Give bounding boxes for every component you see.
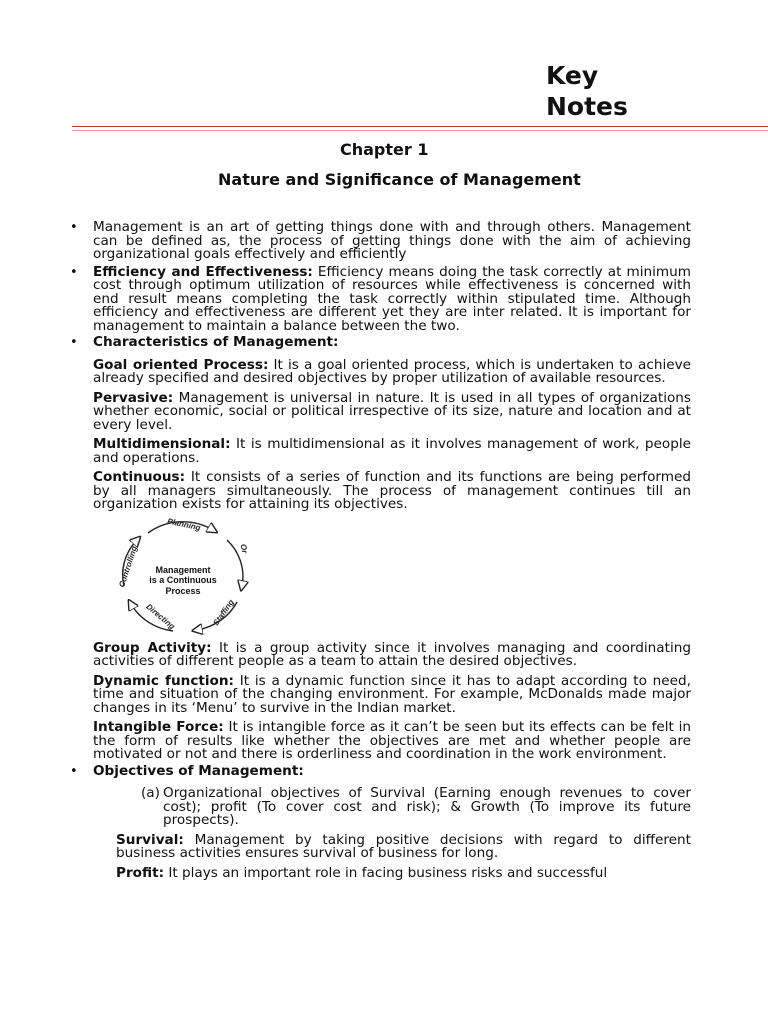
diagram-line: Management [155, 564, 211, 575]
objective-number: (a) [141, 785, 160, 801]
bullet-dot: • [70, 335, 78, 350]
characteristic-item [70, 356, 691, 386]
characteristic-text: Management is universal in nature. It is used in all types of organizations whether economic, social or political irrespective of its size, nature and location and at every level. [93, 389, 691, 433]
bullet-dot: • [70, 264, 78, 280]
bullet-dot: • [70, 763, 78, 779]
characteristic-label: Continuous: [93, 469, 186, 485]
chapter-title: Nature and Significance of Management [218, 170, 581, 189]
chapter-heading: Chapter 1 [340, 140, 429, 159]
definition-text: Management is an art of getting things done with and through others. Management can be defined as, the process of getting things done with the aim of achieving organizational goals effectively and efficiently [93, 219, 691, 262]
characteristic-label: Multidimensional: [93, 436, 231, 452]
characteristic-text: It is a goal oriented process, which is undertaken to achieve already specified and desired objectives by proper utilization of available resources. [93, 356, 691, 386]
characteristic-label: Intangible Force: [93, 719, 224, 735]
characteristic-label: Group Activity: [93, 639, 212, 656]
arc-label-planning: Planning [166, 516, 202, 532]
profit-label: Profit: [116, 864, 165, 881]
survival-label: Survival: [116, 831, 184, 848]
key-notes-heading [546, 60, 628, 122]
key-notes-line2: Notes [546, 92, 628, 121]
arc-label-directing: Directing [144, 601, 177, 631]
bullet-efficiency [70, 263, 691, 334]
characteristic-item [70, 438, 691, 465]
header-rule [72, 126, 768, 127]
arc-label-controlling: Controlling [117, 544, 139, 588]
characteristic-text: It is a dynamic function since it has to adapt according to need, time and situation of the changing environment. For example, McDonalds made major changes in its ‘Menu’ to survive in the Indian market. [93, 672, 691, 716]
bullet-objectives [70, 762, 691, 779]
diagram-center-text [115, 565, 251, 597]
objective-profit [70, 864, 691, 881]
bullet-definition [70, 221, 691, 262]
characteristic-item [70, 672, 691, 716]
diagram-line: Process [165, 585, 201, 596]
notes-body [70, 221, 691, 880]
objectives-label: Objectives of Management: [93, 762, 304, 779]
arc-label-staffing: Staffing [211, 597, 236, 627]
objective-text: Organizational objectives of Survival (Earning enough revenues to cover cost); profit (To cover cost and risk); & Growth (To improve its future prospects). [163, 785, 691, 828]
characteristic-text: It is multidimensional as it involves management of work, people and operations. [93, 436, 691, 466]
characteristics-label: Characteristics of Management: [93, 334, 339, 350]
characteristic-item [70, 721, 691, 762]
bullet-dot: • [70, 220, 78, 235]
key-notes-line1: Key [546, 61, 599, 90]
characteristic-item [70, 471, 691, 512]
bullet-characteristics [70, 336, 691, 350]
objective-item-a [70, 787, 691, 828]
characteristic-label: Dynamic function: [93, 672, 234, 689]
arc-label-organising: Or [238, 542, 250, 554]
characteristic-item [70, 389, 691, 433]
characteristic-item [70, 639, 691, 669]
continuous-process-diagram [115, 516, 251, 636]
characteristic-text: It is intangible force as it can’t be seen but its effects can be felt in the form of results like whether the objectives are met and whether people are motivated or not and there is orderliness and coordination in the work environment. [93, 719, 691, 762]
characteristic-label: Goal oriented Process: [93, 356, 269, 373]
diagram-line: is a Continuous [149, 575, 217, 585]
efficiency-label: Efficiency and Effectiveness: [93, 263, 313, 280]
objective-survival [70, 831, 691, 861]
profit-text: It plays an important role in facing business risks and successful [164, 864, 608, 881]
characteristic-text: It consists of a series of function and its functions are being performed by all managers simultaneously. The process of management continues till an organization exists for attaining its objectives. [93, 469, 691, 512]
characteristic-text: It is a group activity since it involves managing and coordinating activities of different people as a team to attain the desired objectives. [93, 639, 691, 669]
characteristic-label: Pervasive: [93, 389, 174, 406]
survival-text: Management by taking positive decisions with regard to different business activities ensures survival of business for long. [116, 831, 691, 861]
efficiency-text: Efficiency means doing the task correctly at minimum cost through optimum utilization of resources while effectiveness is concerned with end result means completing the task correctly within stipulated time. Although efficiency and effectiveness are different yet they are inter related. It is important for management to maintain a balance between the two. [93, 263, 691, 334]
header-rule-light [72, 130, 768, 131]
